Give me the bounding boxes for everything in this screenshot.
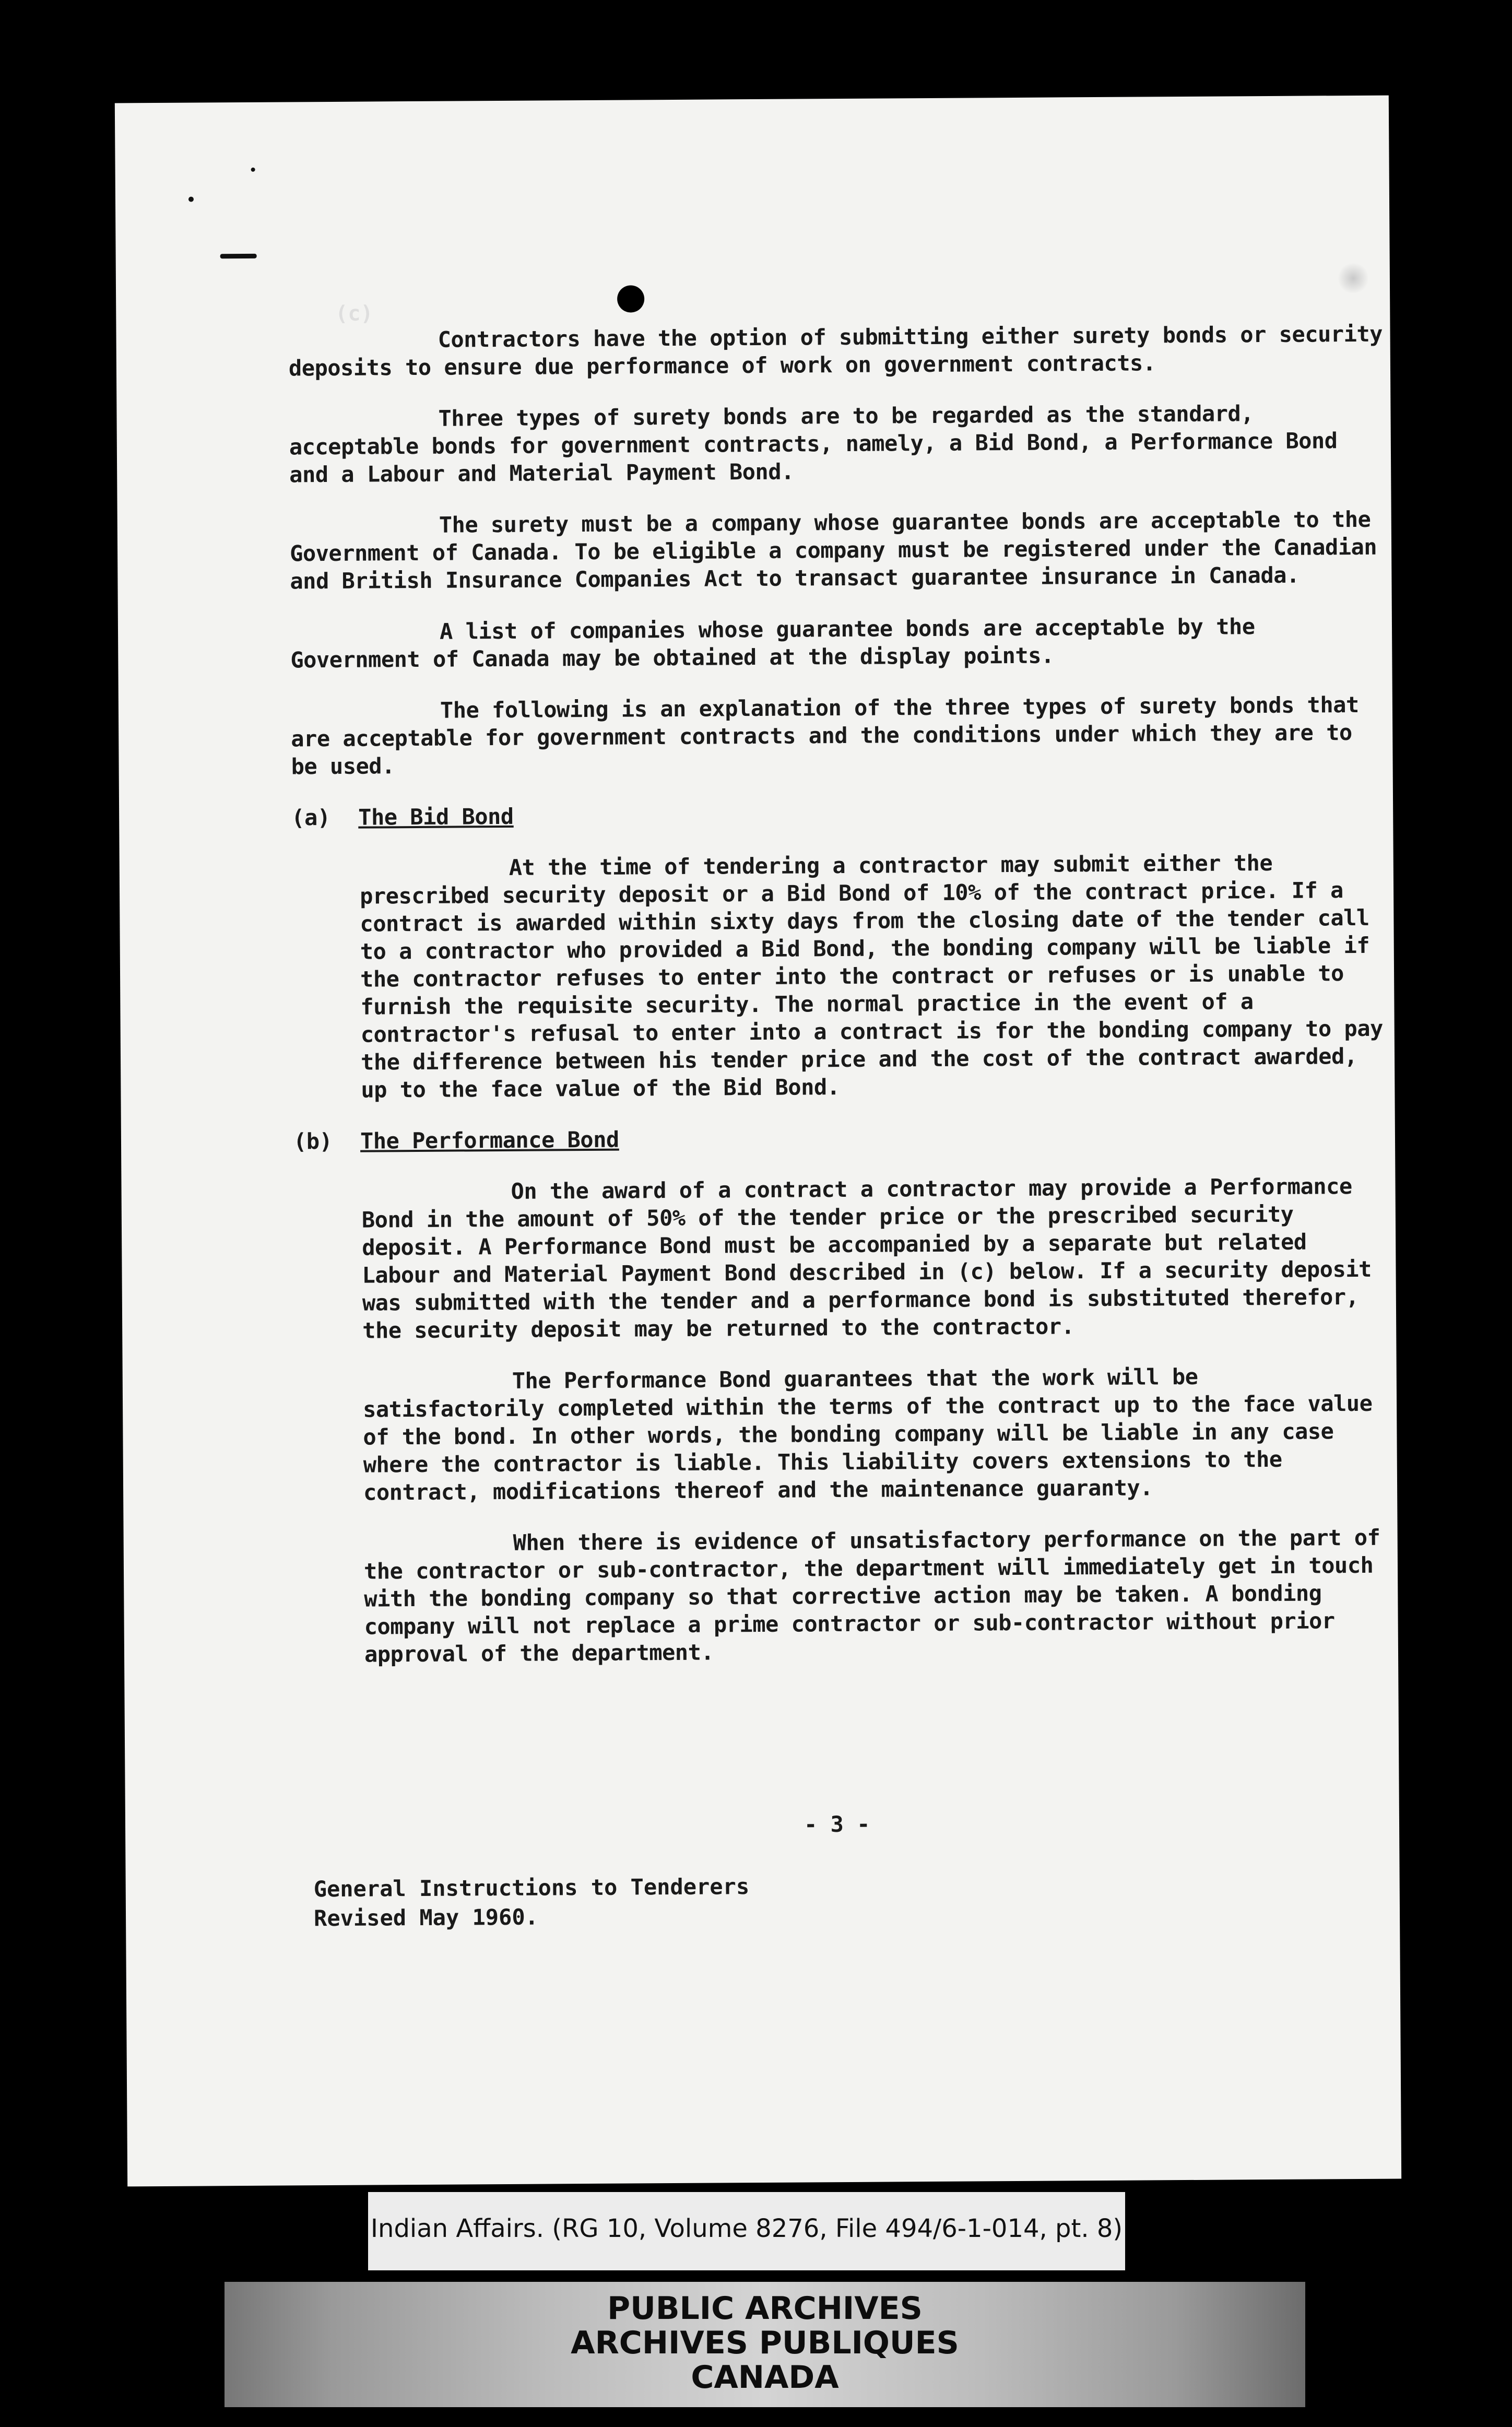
smudge bbox=[1338, 263, 1369, 294]
paragraph: Contractors have the option of submitting either surety bonds or security deposits to ensure due performance of work on government contracts. bbox=[288, 321, 1383, 381]
stamp-line: PUBLIC ARCHIVES bbox=[607, 2290, 923, 2327]
section-body-bid-bond bbox=[292, 849, 1390, 1104]
paragraph: At the time of tendering a contractor may submit either the prescribed security deposit or a Bid Bond of 10% of the contract price. If a contract is awarded within sixty days from the closing date of the tender call to a contractor who provided a Bid Bond, the bonding company will be liable if the contractor refuses to enter into the contract or refuses or is unable to furnish the requisite security. The normal practice in the event of a contractor's refusal to enter into a contract is for the bonding company to pay the difference between his tender price and the cost of the contract awarded, up to the face value of the Bid Bond. bbox=[359, 850, 1383, 1103]
page-footer bbox=[314, 1872, 750, 1933]
paragraph: The following is an explanation of the three types of surety bonds that are acceptable for government contracts and the conditions under which they are to be used. bbox=[291, 691, 1359, 780]
bleed-through-text: (c) bbox=[335, 298, 1002, 326]
archive-stamp bbox=[225, 2282, 1305, 2407]
section-label: (a) bbox=[291, 804, 330, 831]
speck bbox=[220, 254, 257, 258]
section-title: The Performance Bond bbox=[360, 1126, 619, 1154]
section-heading-performance-bond bbox=[293, 1121, 1390, 1156]
stamp-line: CANADA bbox=[691, 2359, 839, 2396]
document-page bbox=[115, 96, 1401, 2187]
paragraph: The Performance Bond guarantees that the work will be satisfactorily completed within the terms of the contract up to the face value of the bond. In other words, the bonding company will be liable in any case where the contractor is liable. This liability covers extensions to the contract, modifications thereof and the maintenance guaranty. bbox=[362, 1363, 1373, 1505]
stamp-line: ARCHIVES PUBLIQUES bbox=[571, 2325, 959, 2361]
page-number: - 3 - bbox=[804, 1811, 870, 1837]
speck bbox=[251, 168, 255, 172]
citation-text: Indian Affairs. (RG 10, Volume 8276, File 494/6-1-014, pt. 8) bbox=[370, 2214, 1123, 2243]
footer-line: General Instructions to Tenderers bbox=[313, 1874, 750, 1902]
section-label: (b) bbox=[293, 1128, 333, 1154]
section-body-performance-bond bbox=[293, 1172, 1393, 1669]
section-title: The Bid Bond bbox=[358, 803, 514, 830]
document-body bbox=[288, 320, 1393, 1692]
paragraph: The surety must be a company whose guarantee bonds are acceptable to the Government of Canada. To be eligible a company must be registered under the Canadian and British Insurance Companies Act to transact guarantee insurance in Canada. bbox=[289, 506, 1377, 594]
speck bbox=[188, 197, 194, 202]
archive-stamp-text bbox=[225, 2291, 1305, 2395]
section-heading-bid-bond bbox=[291, 797, 1388, 832]
paragraph: A list of companies whose guarantee bonds are acceptable by the Government of Canada may be obtained at the display points. bbox=[290, 614, 1255, 673]
paragraph: When there is evidence of unsatisfactory performance on the part of the contractor or sub-contractor, the department will immediately get in touch with the bonding company so that corrective action may be taken. A bonding company will not replace a prime contractor or sub-contractor without prior approval of the department. bbox=[363, 1524, 1380, 1667]
paragraph: On the award of a contract a contractor may provide a Performance Bond in the amount of 50% of the tender price or the prescribed security deposit. A Performance Bond must be accompanied by a separate but related Labour and Material Payment Bond described in (c) below. If a security deposit was submitted with the tender and a performance bond is substituted therefor, the security deposit may be returned to the contractor. bbox=[361, 1173, 1372, 1344]
citation-label bbox=[368, 2192, 1125, 2270]
paragraph: Three types of surety bonds are to be regarded as the standard, acceptable bonds for government contracts, namely, a Bid Bond, a Performance Bond and a Labour and Material Payment Bond. bbox=[289, 400, 1338, 488]
footer-line: Revised May 1960. bbox=[313, 1904, 539, 1931]
